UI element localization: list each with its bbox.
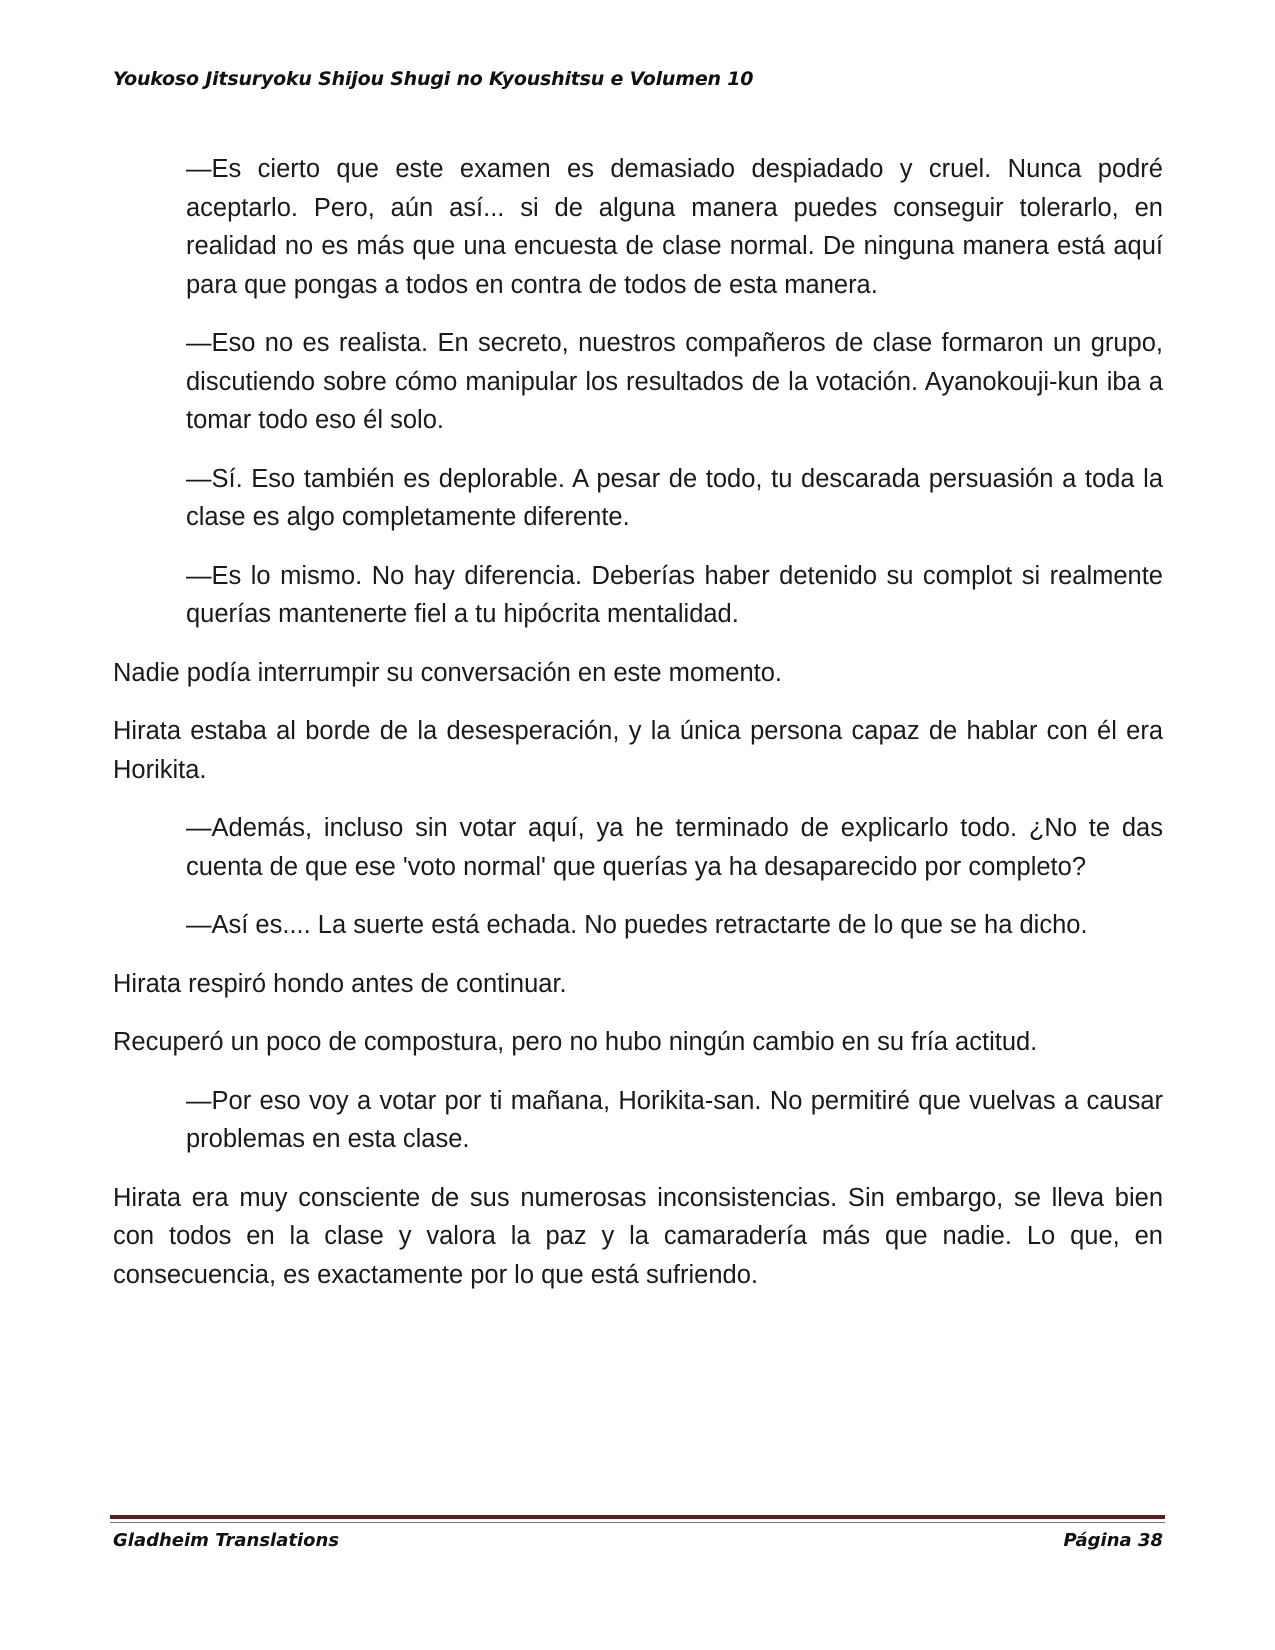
footer-divider [110,1515,1165,1519]
footer-translator: Gladheim Translations [113,1530,340,1551]
narration-paragraph: Hirata estaba al borde de la desesperación, y la única persona capaz de hablar con él era Horikita. [113,717,1163,784]
page-number: Página 38 [1063,1530,1163,1551]
narration-paragraph: Hirata era muy consciente de sus numerosas inconsistencias. Sin embargo, se lleva bien con todos en la clase y valora la paz y la camaradería más que nadie. Lo que, en consecuencia, es exactamente por lo que está sufriendo. [113,1183,1163,1289]
page-body [113,150,1163,1314]
footer-divider-thin [110,1522,1165,1523]
dialog-paragraph: —Eso no es realista. En secreto, nuestros compañeros de clase formaron un grupo, discutiendo sobre cómo manipular los resultados de la votación. Ayanokouji-kun iba a tomar todo eso él solo. [186,329,1163,434]
narration-paragraph: Nadie podía interrumpir su conversación en este momento. [113,658,783,687]
dialog-paragraph: —Es lo mismo. No hay diferencia. Deberías haber detenido su complot si realmente querías mantenerte fiel a tu hipócrita mentalidad. [186,561,1163,628]
narration-paragraph: Recuperó un poco de compostura, pero no hubo ningún cambio en su fría actitud. [113,1028,1038,1056]
running-header: Youkoso Jitsuryoku Shijou Shugi no Kyoushitsu e Volumen 10 [113,68,754,90]
dialog-paragraph: —Por eso voy a votar por ti mañana, Horikita-san. No permitiré que vuelvas a causar problemas en esta clase. [186,1086,1163,1153]
dialog-paragraph: —Así es.... La suerte está echada. No puedes retractarte de lo que se ha dicho. [186,911,1088,939]
dialog-paragraph: —Sí. Eso también es deplorable. A pesar de todo, tu descarada persuasión a toda la clase es algo completamente diferente. [186,464,1163,531]
dialog-paragraph: —Además, incluso sin votar aquí, ya he terminado de explicarlo todo. ¿No te das cuenta de que ese 'voto normal' que querías ya ha desaparecido por completo? [186,814,1163,881]
narration-paragraph: Hirata respiró hondo antes de continuar. [113,969,567,998]
dialog-paragraph: —Es cierto que este examen es demasiado despiadado y cruel. Nunca podré aceptarlo. Pero, aún así... si de alguna manera puedes conseguir tolerarlo, en realidad no es más que una encuesta de clase normal. De ninguna manera está aquí para que pongas a todos en contra de todos de esta manera. [186,155,1163,299]
